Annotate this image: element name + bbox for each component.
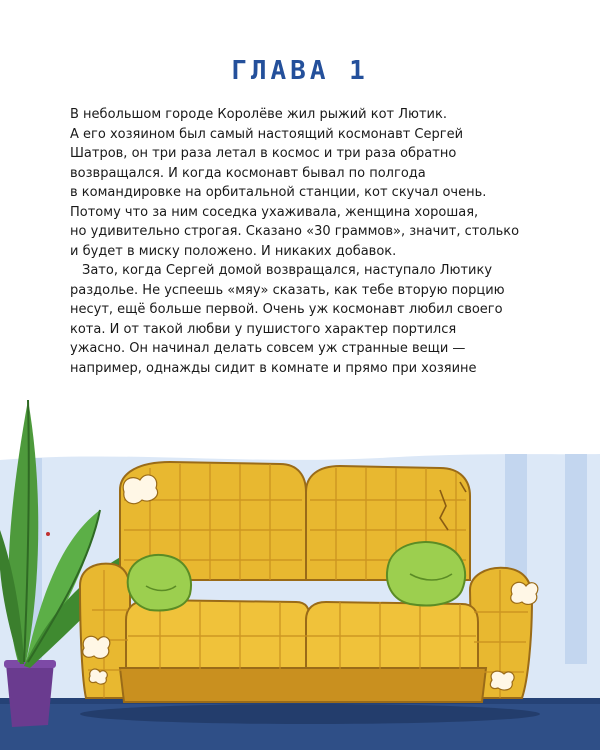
wall-stripe xyxy=(565,454,587,664)
sofa-illustration xyxy=(0,380,600,750)
paragraph-1 xyxy=(70,105,530,261)
illustration-svg xyxy=(0,380,600,750)
paragraph-1-line-5: в командировке на орбитальной станции, кот скучал очень. xyxy=(70,185,487,200)
paragraph-2-line-2: раздолье. Не успеешь «мяу» сказать, как тебе вторую порцию xyxy=(70,282,505,298)
chapter-title: ГЛАВА 1 xyxy=(231,56,369,86)
stuffing-tuft xyxy=(490,671,514,690)
paragraph-2-line-5: ужасно. Он начинал делать совсем уж странные вещи — xyxy=(70,341,466,356)
stuffing-tuft xyxy=(83,636,110,658)
green-pillow-left xyxy=(128,555,191,610)
paragraph-1-line-4: возвращался. И когда космонавт бывал по полгода xyxy=(70,165,426,181)
plant-spot xyxy=(46,532,50,536)
paragraph-2-line-1: Зато, когда Сергей домой возвращался, наступало Лютику xyxy=(82,263,493,278)
paragraph-1-line-1: В небольшом городе Королёве жил рыжий кот Лютик. xyxy=(70,107,447,122)
paragraph-2 xyxy=(70,261,530,398)
paragraph-1-line-7: но удивительно строгая. Сказано «30 граммов», значит, столько xyxy=(70,224,520,239)
green-pillow-right xyxy=(387,542,465,605)
paragraph-1-line-3: Шатров, он три раза летал в космос и три раза обратно xyxy=(70,146,457,161)
paragraph-1-line-2: А его хозяином был самый настоящий космонавт Сергей xyxy=(70,126,464,142)
paragraph-1-line-6: Потому что за ним соседка ухаживала, женщина хорошая, xyxy=(70,204,479,220)
paragraph-2-line-3: несут, ещё больше первой. Очень уж космонавт любил своего xyxy=(70,302,503,317)
paragraph-2-line-6: например, однажды сидит в комнате и прямо при хозяине xyxy=(70,360,477,376)
sofa-shadow xyxy=(80,704,540,724)
paragraph-1-line-8: и будет в миску положено. И никаких добавок. xyxy=(70,243,397,259)
story-text xyxy=(70,105,530,398)
stuffing-tuft xyxy=(511,582,538,604)
paragraph-2-line-4: кота. И от такой любви у пушистого характер портился xyxy=(70,321,457,337)
sofa-base xyxy=(120,668,486,702)
stuffing-tuft xyxy=(89,669,107,684)
plant-pot xyxy=(6,662,54,727)
stuffing-tuft xyxy=(123,475,157,504)
